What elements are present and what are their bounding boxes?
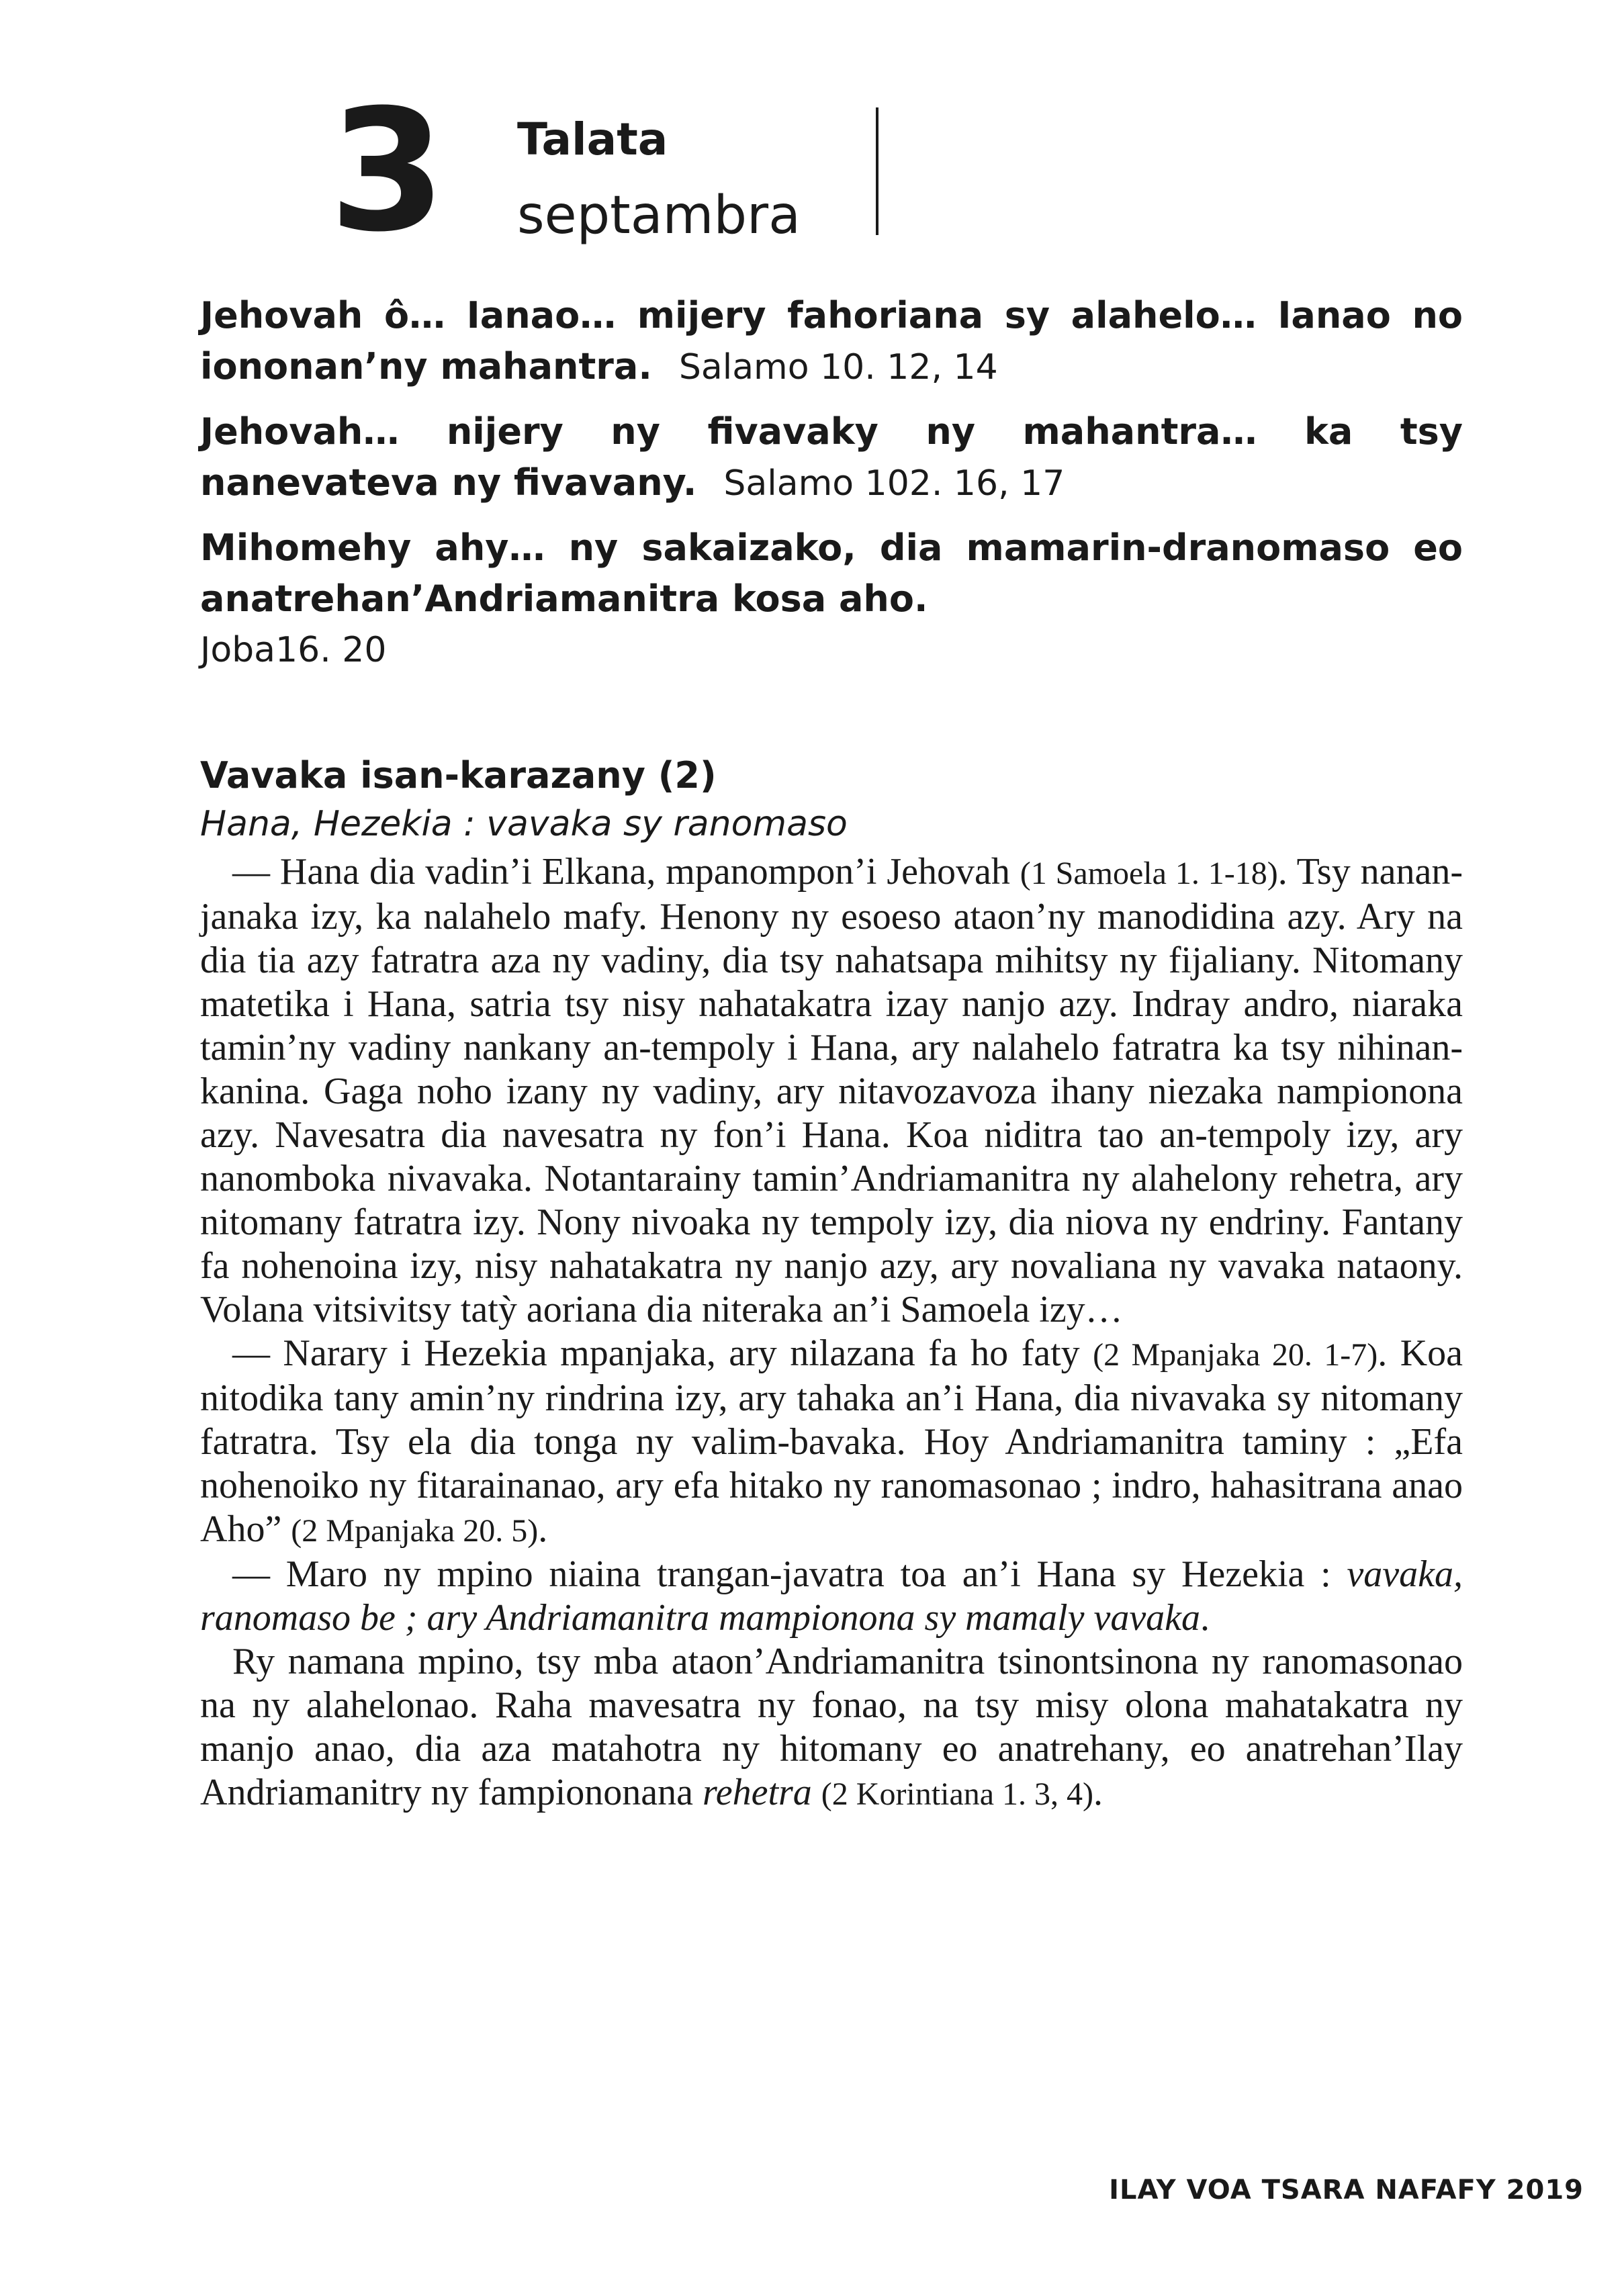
- month: septambra: [517, 185, 801, 246]
- article-paragraph: [200, 1553, 1463, 1640]
- publication-footer: ILAY VOA TSARA NAFAFY 2019: [1109, 2175, 1584, 2205]
- article-paragraph: [200, 1332, 1463, 1553]
- paragraph-text: — Narary i Hezekia mpanjaka, ary nilazana fa ho faty: [232, 1332, 1093, 1374]
- paragraph-text: .: [1200, 1597, 1210, 1639]
- paragraph-text: .: [538, 1508, 548, 1550]
- emphasis-text: vavaka, ranomaso be ; ary Andriamanitra mampionona sy mamaly vavaka: [200, 1553, 1463, 1639]
- paragraph-text: . Tsy nanan-janaka izy, ka nalahelo mafy. Henony ny esoeso ataon’ny manodidina azy. Ary na dia tia azy fatratra aza ny vadiny, dia tsy nahatsapa mihitsy ny fijaliany. Nitomany matetika i Hana, satria tsy nisy nahatakatra izay nanjo azy. Indray andro, niaraka tamin’ny vadiny nankany an-tempoly i Hana, ary nalahelo fatratra ka tsy nihinan-kanina. Gaga noho izany ny vadiny, ary nitavozavoza ihany niezaka nampionona azy. Navesatra dia navesatra ny fon’i Hana. Koa niditra tao an-tempoly izy, ary nanomboka nivavaka. Notantarainy tamin’Andriamanitra ny alahelony rehetra, ary nitomany fatratra izy. Nony nivoaka ny tempoly izy, dia niova ny endriny. Fantany fa nohenoina izy, nisy nahatakatra ny nanjo azy, ary novaliana ny vavaka nataony. Volana vitsivitsy tatỳ aoriana dia niteraka an’i Samoela izy…: [200, 851, 1463, 1330]
- scripture-citation: (2 Korintiana 1. 3, 4): [821, 1776, 1094, 1812]
- date-divider: [876, 107, 878, 235]
- emphasis-text: rehetra: [703, 1772, 812, 1813]
- verse-reference: Salamo 102. 16, 17: [723, 463, 1065, 504]
- paragraph-text: — Hana dia vadin’i Elkana, mpanompon’i Jehovah: [232, 851, 1020, 893]
- article-title: Vavaka isan-karazany (2): [200, 754, 717, 797]
- verse-text: Jehovah ô… Ianao… mijery fahoriana sy alahelo… Ianao no iononan’ny mahantra.: [200, 294, 1463, 388]
- verse-reference: Joba16. 20: [200, 630, 387, 670]
- paragraph-text: Ry namana mpino, tsy mba ataon’Andriamanitra tsinontsinona ny ranomasonao na ny alahelonao. Raha mavesatra ny fonao, na tsy misy olona mahatakatra ny manjo anao, dia aza matahotra ny hitomany eo anatrehany, eo anatrehan’Ilay Andriamanitry ny fampiononana: [200, 1641, 1463, 1813]
- verse: [200, 406, 1463, 509]
- verse-text: Jehovah… nijery ny fivavaky ny mahantra… ka tsy nanevateva ny fivavany.: [200, 410, 1463, 504]
- paragraph-text: [812, 1772, 821, 1813]
- verse-text: Mihomehy ahy… ny sakaizako, dia mamarin-dranomaso eo anatrehan’Andriamanitra kosa aho.: [200, 527, 1463, 620]
- verse: [200, 290, 1463, 393]
- article-subtitle: Hana, Hezekia : vavaka sy ranomaso: [200, 804, 848, 844]
- verse: [200, 522, 1463, 676]
- weekday: Talata: [517, 113, 668, 165]
- paragraph-text: — Maro ny mpino niaina trangan-javatra toa an’i Hana sy Hezekia :: [232, 1553, 1347, 1595]
- scripture-citation: (2 Mpanjaka 20. 1-7): [1093, 1337, 1378, 1373]
- article-paragraph: [200, 1640, 1463, 1816]
- paragraph-text: . Koa nitodika tany amin’ny rindrina izy, ary tahaka an’i Hana, dia nivavaka sy nitomany fatratra. Tsy ela dia tonga ny valim-bavaka. Hoy Andriamanitra taminy : „Efa nohenoiko ny fitarainanao, ary efa hitako ny ranomasonao ; indro, hahasitrana anao Aho”: [200, 1332, 1463, 1550]
- day-number: 3: [329, 73, 442, 269]
- verse-reference: Salamo 10. 12, 14: [678, 347, 998, 388]
- article: [200, 751, 1463, 1816]
- scripture-citation: (2 Mpanjaka 20. 5): [291, 1513, 539, 1549]
- article-paragraph: [200, 850, 1463, 1332]
- verses: [200, 290, 1463, 689]
- scripture-citation: (1 Samoela 1. 1-18): [1020, 856, 1278, 891]
- paragraph-text: .: [1093, 1772, 1103, 1813]
